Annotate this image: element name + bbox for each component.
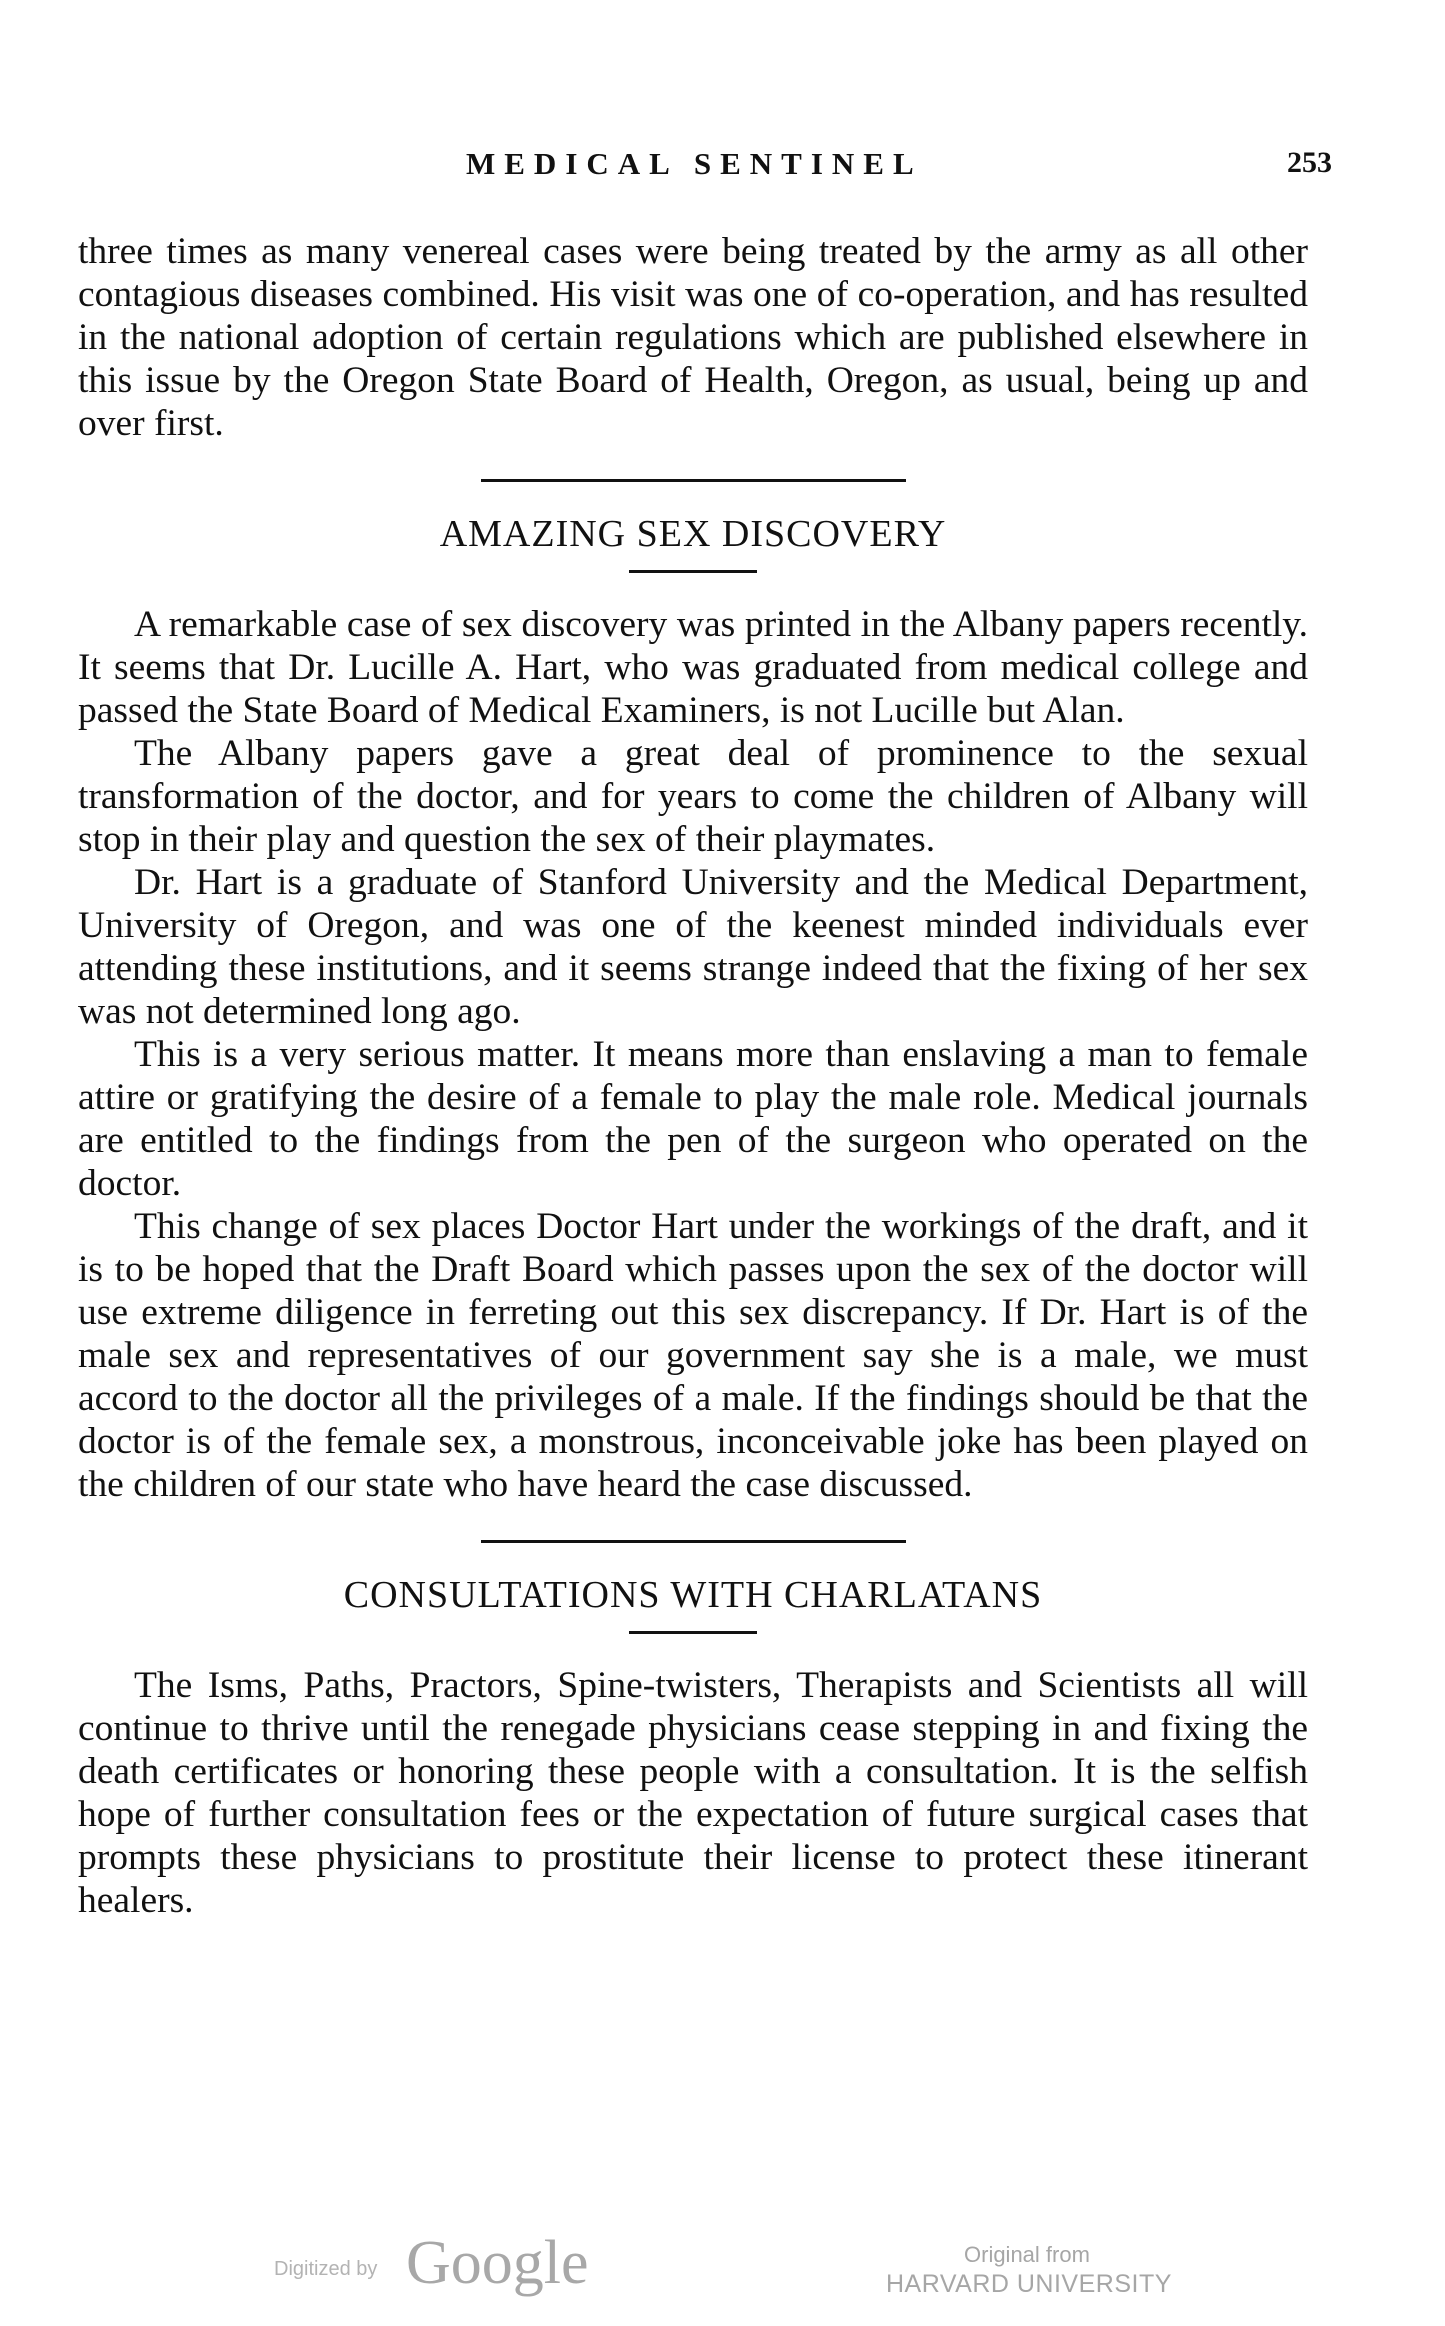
google-logo: Google: [406, 2229, 589, 2297]
document-page: [78, 140, 1332, 1922]
institution-label: HARVARD UNIVERSITY: [886, 2270, 1172, 2298]
article-paragraph: This change of sex places Doctor Hart under the workings of the draft, and it is to be hoped that the Draft Board which passes upon the sex of the doctor will use extreme diligence in ferreting out this sex discrepancy. If Dr. Hart is of the male sex and representatives of our government say she is a male, we must accord to the doctor all the privileges of a male. If the findings should be that the doctor is of the female sex, a monstrous, inconceivable joke has been played on the children of our state who have heard the case discussed.: [78, 1206, 1308, 1505]
article-title: CONSULTATIONS WITH CHARLATANS: [343, 1574, 1043, 1616]
title-underline: [629, 1631, 757, 1634]
article-paragraph: Dr. Hart is a graduate of Stanford University and the Medical Department, University of Oregon, and was one of the keenest minded individuals ever attending these institutions, and it seems strange indeed that the fixing of her sex was not determined long ago.: [78, 862, 1308, 1032]
section-divider: [481, 1540, 906, 1543]
running-header: [78, 140, 1332, 188]
digitized-by-label: Digitized by: [274, 2258, 378, 2280]
article-title: AMAZING SEX DISCOVERY: [439, 513, 947, 555]
continuation-paragraph: three times as many venereal cases were being treated by the army as all other contagious diseases combined. His visit was one of co-operation, and has resulted in the national adoption of certain regulations which are published elsewhere in this issue by the Oregon State Board of Health, Oregon, as usual, being up and over first.: [78, 231, 1308, 444]
title-underline: [629, 570, 757, 573]
digitization-footer: [0, 2229, 1445, 2314]
journal-title: MEDICAL SENTINEL: [466, 146, 923, 181]
article-paragraph: A remarkable case of sex discovery was printed in the Albany papers recently. It seems that Dr. Lucille A. Hart, who was graduated from medical college and passed the State Board of Medical Examiners, is not Lucille but Alan.: [78, 604, 1308, 731]
article-paragraph: The Isms, Paths, Practors, Spine-twisters, Therapists and Scientists all will continue to thrive until the renegade physicians cease stepping in and fixing the death certificates or honoring these people with a consultation. It is the selfish hope of further consultation fees or the expectation of future surgical cases that prompts these physicians to prostitute their license to protect these itinerant healers.: [78, 1665, 1308, 1921]
article-paragraph: This is a very serious matter. It means more than enslaving a man to female attire or gratifying the desire of a female to play the male role. Medical journals are entitled to the findings from the pen of the surgeon who operated on the doctor.: [78, 1034, 1308, 1204]
original-from-label: Original from: [964, 2242, 1090, 2267]
section-divider: [481, 479, 906, 482]
page-number: 253: [1287, 146, 1332, 179]
article-paragraph: The Albany papers gave a great deal of prominence to the sexual transformation of the doctor, and for years to come the children of Albany will stop in their play and question the sex of their playmates.: [78, 733, 1308, 860]
